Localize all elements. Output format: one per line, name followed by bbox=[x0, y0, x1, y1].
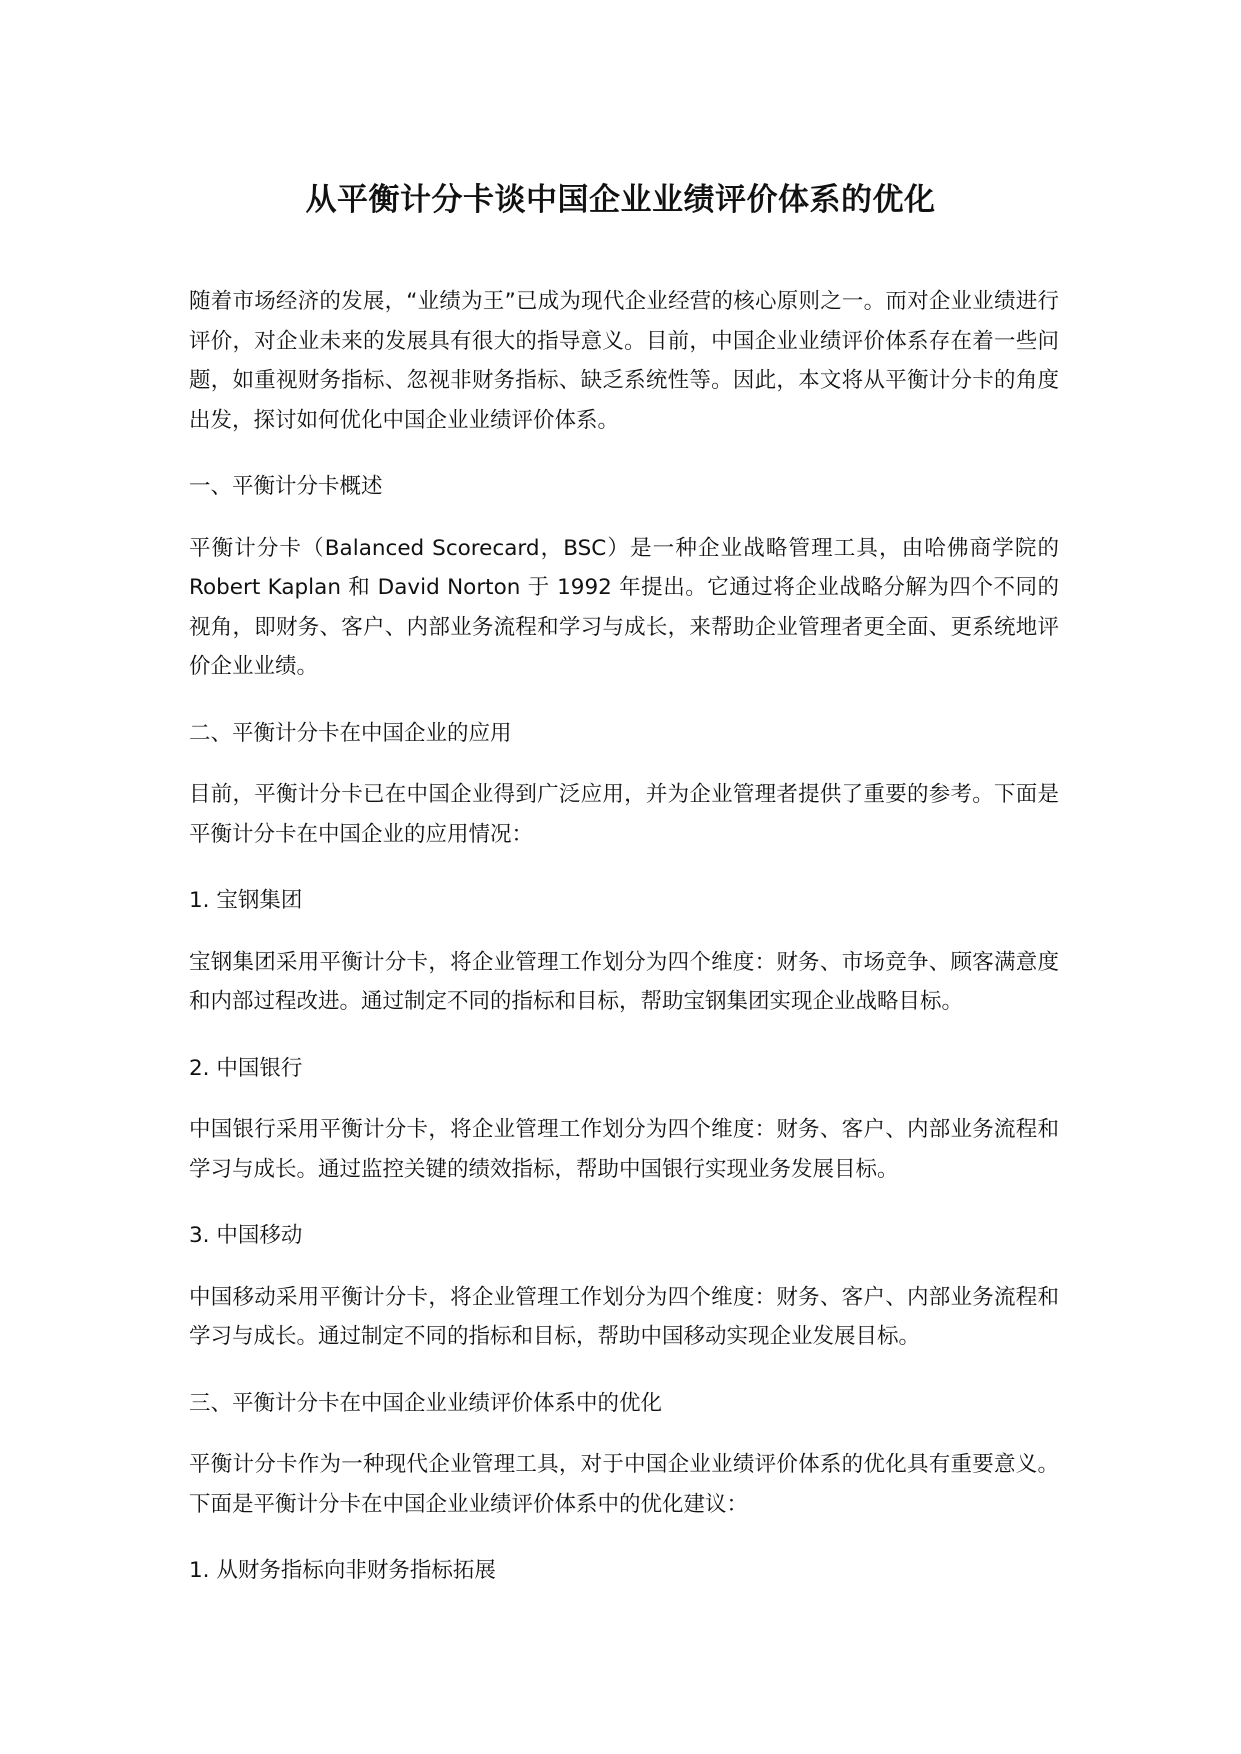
case-heading-boc: 2. 中国银行 bbox=[189, 1055, 303, 1081]
section-heading-2: 二、平衡计分卡在中国企业的应用 bbox=[189, 720, 512, 746]
case-heading-baosteel: 1. 宝钢集团 bbox=[189, 888, 303, 913]
document-body bbox=[189, 282, 1059, 1613]
section-heading-3: 三、平衡计分卡在中国企业业绩评价体系中的优化 bbox=[189, 1390, 663, 1416]
case-paragraph-baosteel: 宝钢集团采用平衡计分卡，将企业管理工作划分为四个维度：财务、市场竞争、顾客满意度和内部过程改进。通过制定不同的指标和目标，帮助宝钢集团实现企业战略目标。 bbox=[189, 949, 1059, 1014]
intro-paragraph: 随着市场经济的发展，“业绩为王”已成为现代企业经营的核心原则之一。而对企业业绩进行评价，对企业未来的发展具有很大的指导意义。目前，中国企业业绩评价体系存在着一些问题，如重视财务指标、忽视非财务指标、缺乏系统性等。因此，本文将从平衡计分卡的角度出发，探讨如何优化中国企业业绩评价体系。 bbox=[189, 289, 1059, 433]
document-title: 从平衡计分卡谈中国企业业绩评价体系的优化 bbox=[305, 182, 936, 218]
case-heading-china-mobile: 3. 中国移动 bbox=[189, 1223, 303, 1248]
bsc-overview-paragraph: 平衡计分卡（Balanced Scorecard，BSC）是一种企业战略管理工具，由哈佛商学院的 Robert Kaplan 和 David Norton 于 1992 年提出。它通过将企业战略分解为四个不同的视角，即财务、客户、内部业务流程和学习与成长，来帮助企业管理者更全面、更系统地评价企业业绩。 bbox=[189, 535, 1059, 679]
case-paragraph-boc: 中国银行采用平衡计分卡，将企业管理工作划分为四个维度：财务、客户、内部业务流程和学习与成长。通过监控关键的绩效指标，帮助中国银行实现业务发展目标。 bbox=[189, 1117, 1059, 1182]
optimization-item-1: 1. 从财务指标向非财务指标拓展 bbox=[189, 1558, 496, 1583]
section-heading-1: 一、平衡计分卡概述 bbox=[189, 474, 383, 499]
optimization-intro-paragraph: 平衡计分卡作为一种现代企业管理工具，对于中国企业业绩评价体系的优化具有重要意义。下面是平衡计分卡在中国企业业绩评价体系中的优化建议： bbox=[189, 1452, 1059, 1517]
case-paragraph-china-mobile: 中国移动采用平衡计分卡，将企业管理工作划分为四个维度：财务、客户、内部业务流程和学习与成长。通过制定不同的指标和目标，帮助中国移动实现企业发展目标。 bbox=[189, 1284, 1059, 1349]
application-intro-paragraph: 目前，平衡计分卡已在中国企业得到广泛应用，并为企业管理者提供了重要的参考。下面是平衡计分卡在中国企业的应用情况： bbox=[189, 782, 1059, 847]
